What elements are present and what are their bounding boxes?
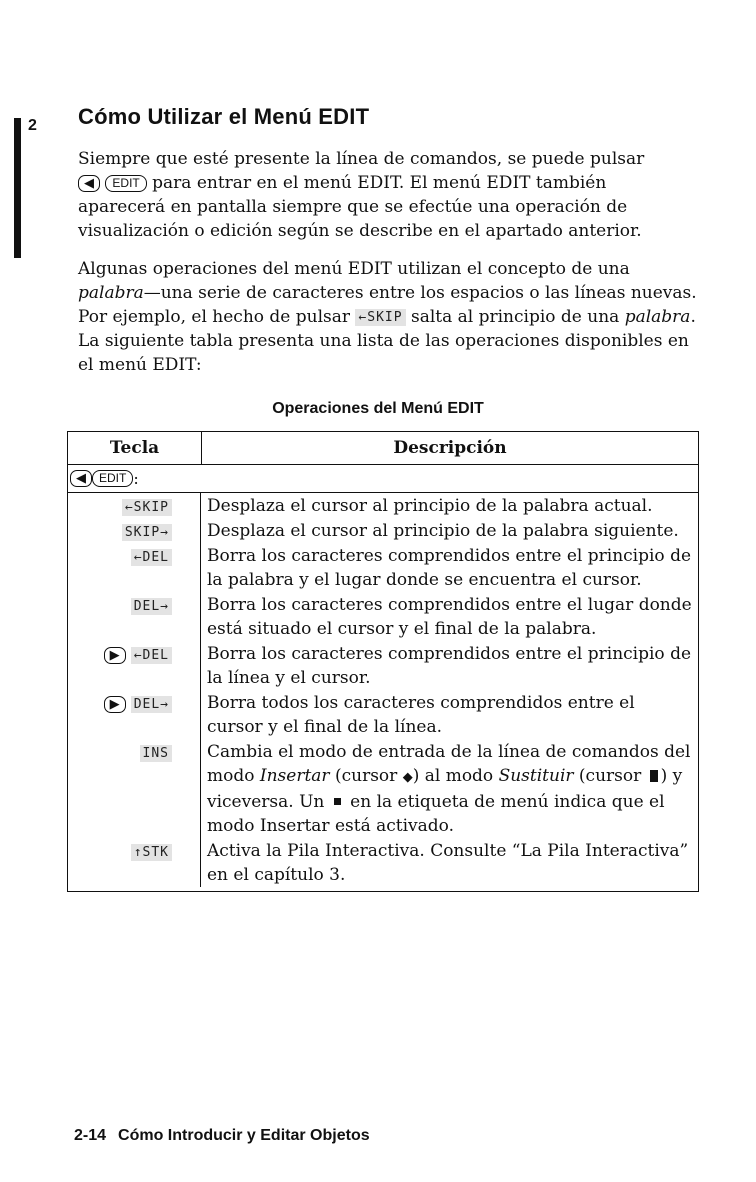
ins-italic-insert: Insertar — [259, 766, 330, 786]
description-cell: Activa la Pila Interactiva. Consulte “La Pila Interactiva” en el capítulo 3. — [207, 841, 689, 885]
table-row — [68, 543, 698, 592]
table-row — [68, 641, 698, 690]
left-shift-key-icon: ◀ — [70, 470, 92, 487]
page-number: 2-14 — [74, 1127, 107, 1144]
table-title: Operaciones del Menú EDIT — [272, 400, 484, 417]
para1-text-2: para entrar en el menú EDIT. El menú EDIT también aparecerá en pantalla siempre que se efectúe una operación de visualización o edición según se describe en el apartado anterior. — [78, 173, 642, 241]
edit-key: EDIT — [92, 470, 133, 487]
page-footer — [74, 1127, 370, 1145]
ins-desc-4: (cursor — [573, 766, 647, 786]
description-cell: Borra los caracteres comprendidos entre el principio de la línea y el cursor. — [207, 644, 692, 688]
intro-paragraph — [78, 147, 698, 243]
table-row — [68, 518, 698, 543]
right-shift-key-icon: ▶ — [104, 696, 126, 713]
key-cell — [68, 838, 201, 887]
right-shift-key-icon: ▶ — [104, 647, 126, 664]
description-cell — [201, 739, 698, 838]
key-cell — [68, 739, 201, 838]
description-cell: Borra los caracteres comprendidos entre el principio de la palabra y el lugar donde se encuentra el cursor. — [207, 546, 692, 590]
para1-text-1: Siempre que esté presente la línea de comandos, se puede pulsar — [78, 149, 645, 169]
insert-menu-key: INS — [140, 745, 172, 762]
ins-desc-5: ) y viceversa. Un — [207, 766, 683, 812]
key-cell — [68, 592, 201, 641]
footer-chapter-title: Cómo Introducir y Editar Objetos — [118, 1127, 370, 1144]
key-cell — [68, 641, 201, 690]
group-colon: : — [133, 469, 139, 488]
para2-italic-word-1: palabra — [78, 283, 144, 303]
ins-italic-replace: Sustituir — [498, 766, 574, 786]
para2-text-1: Algunas operaciones del menú EDIT utilizan el concepto de una — [78, 259, 630, 279]
table-row — [68, 838, 698, 891]
delete-right-menu-key: DEL→ — [131, 696, 172, 713]
left-shift-key-icon: ◀ — [78, 175, 100, 192]
ins-desc-1: Cambia el modo de entrada de la línea de comandos del modo — [207, 742, 691, 786]
column-header-key: Tecla — [68, 432, 202, 464]
table-group-header — [68, 465, 698, 493]
key-cell — [68, 690, 201, 739]
edit-operations-table — [67, 431, 699, 892]
para2-italic-word-2: palabra — [624, 307, 691, 327]
table-row — [68, 739, 698, 838]
skip-left-menu-key: ←SKIP — [355, 309, 405, 326]
skip-right-menu-key: SKIP→ — [122, 524, 172, 541]
key-cell — [68, 543, 201, 592]
skip-left-menu-key: ←SKIP — [122, 499, 172, 516]
delete-left-menu-key: ←DEL — [131, 549, 172, 566]
replace-cursor-icon — [650, 770, 658, 782]
description-cell: Borra los caracteres comprendidos entre el lugar donde está situado el cursor y el final de la palabra. — [207, 595, 692, 639]
table-header-row — [68, 432, 698, 465]
para2-text-4: . La siguiente tabla presenta una lista de las operaciones disponibles en el menú EDIT: — [78, 307, 696, 375]
chapter-tab-number: 2 — [28, 117, 37, 134]
key-cell — [68, 518, 201, 543]
stack-menu-key: ↑STK — [131, 844, 172, 861]
edit-key: EDIT — [105, 175, 146, 192]
column-header-description: Descripción — [393, 438, 507, 458]
description-cell: Desplaza el cursor al principio de la palabra actual. — [207, 496, 653, 516]
ins-desc-6: en la etiqueta de menú indica que el modo Insertar está activado. — [207, 792, 665, 836]
table-row — [68, 690, 698, 739]
table-row — [68, 493, 698, 518]
para2-text-2: —una serie de caracteres entre los espacios o las líneas nuevas. Por ejemplo, el hecho de pulsar — [78, 283, 697, 327]
description-cell: Desplaza el cursor al principio de la palabra siguiente. — [207, 521, 679, 541]
ins-desc-2: (cursor — [329, 766, 403, 786]
description-cell: Borra todos los caracteres comprendidos entre el cursor y el final de la línea. — [207, 693, 635, 737]
word-concept-paragraph — [78, 257, 698, 377]
para2-text-3: salta al principio de una — [405, 307, 625, 327]
section-title: Cómo Utilizar el Menú EDIT — [78, 104, 370, 129]
delete-right-menu-key: DEL→ — [131, 598, 172, 615]
delete-left-menu-key: ←DEL — [131, 647, 172, 664]
ins-desc-3: ) al modo — [412, 766, 499, 786]
active-indicator-icon — [334, 798, 341, 805]
table-row — [68, 592, 698, 641]
chapter-sidebar-bar — [14, 118, 21, 258]
key-cell — [68, 493, 201, 518]
insert-cursor-icon: ◆ — [402, 770, 413, 785]
